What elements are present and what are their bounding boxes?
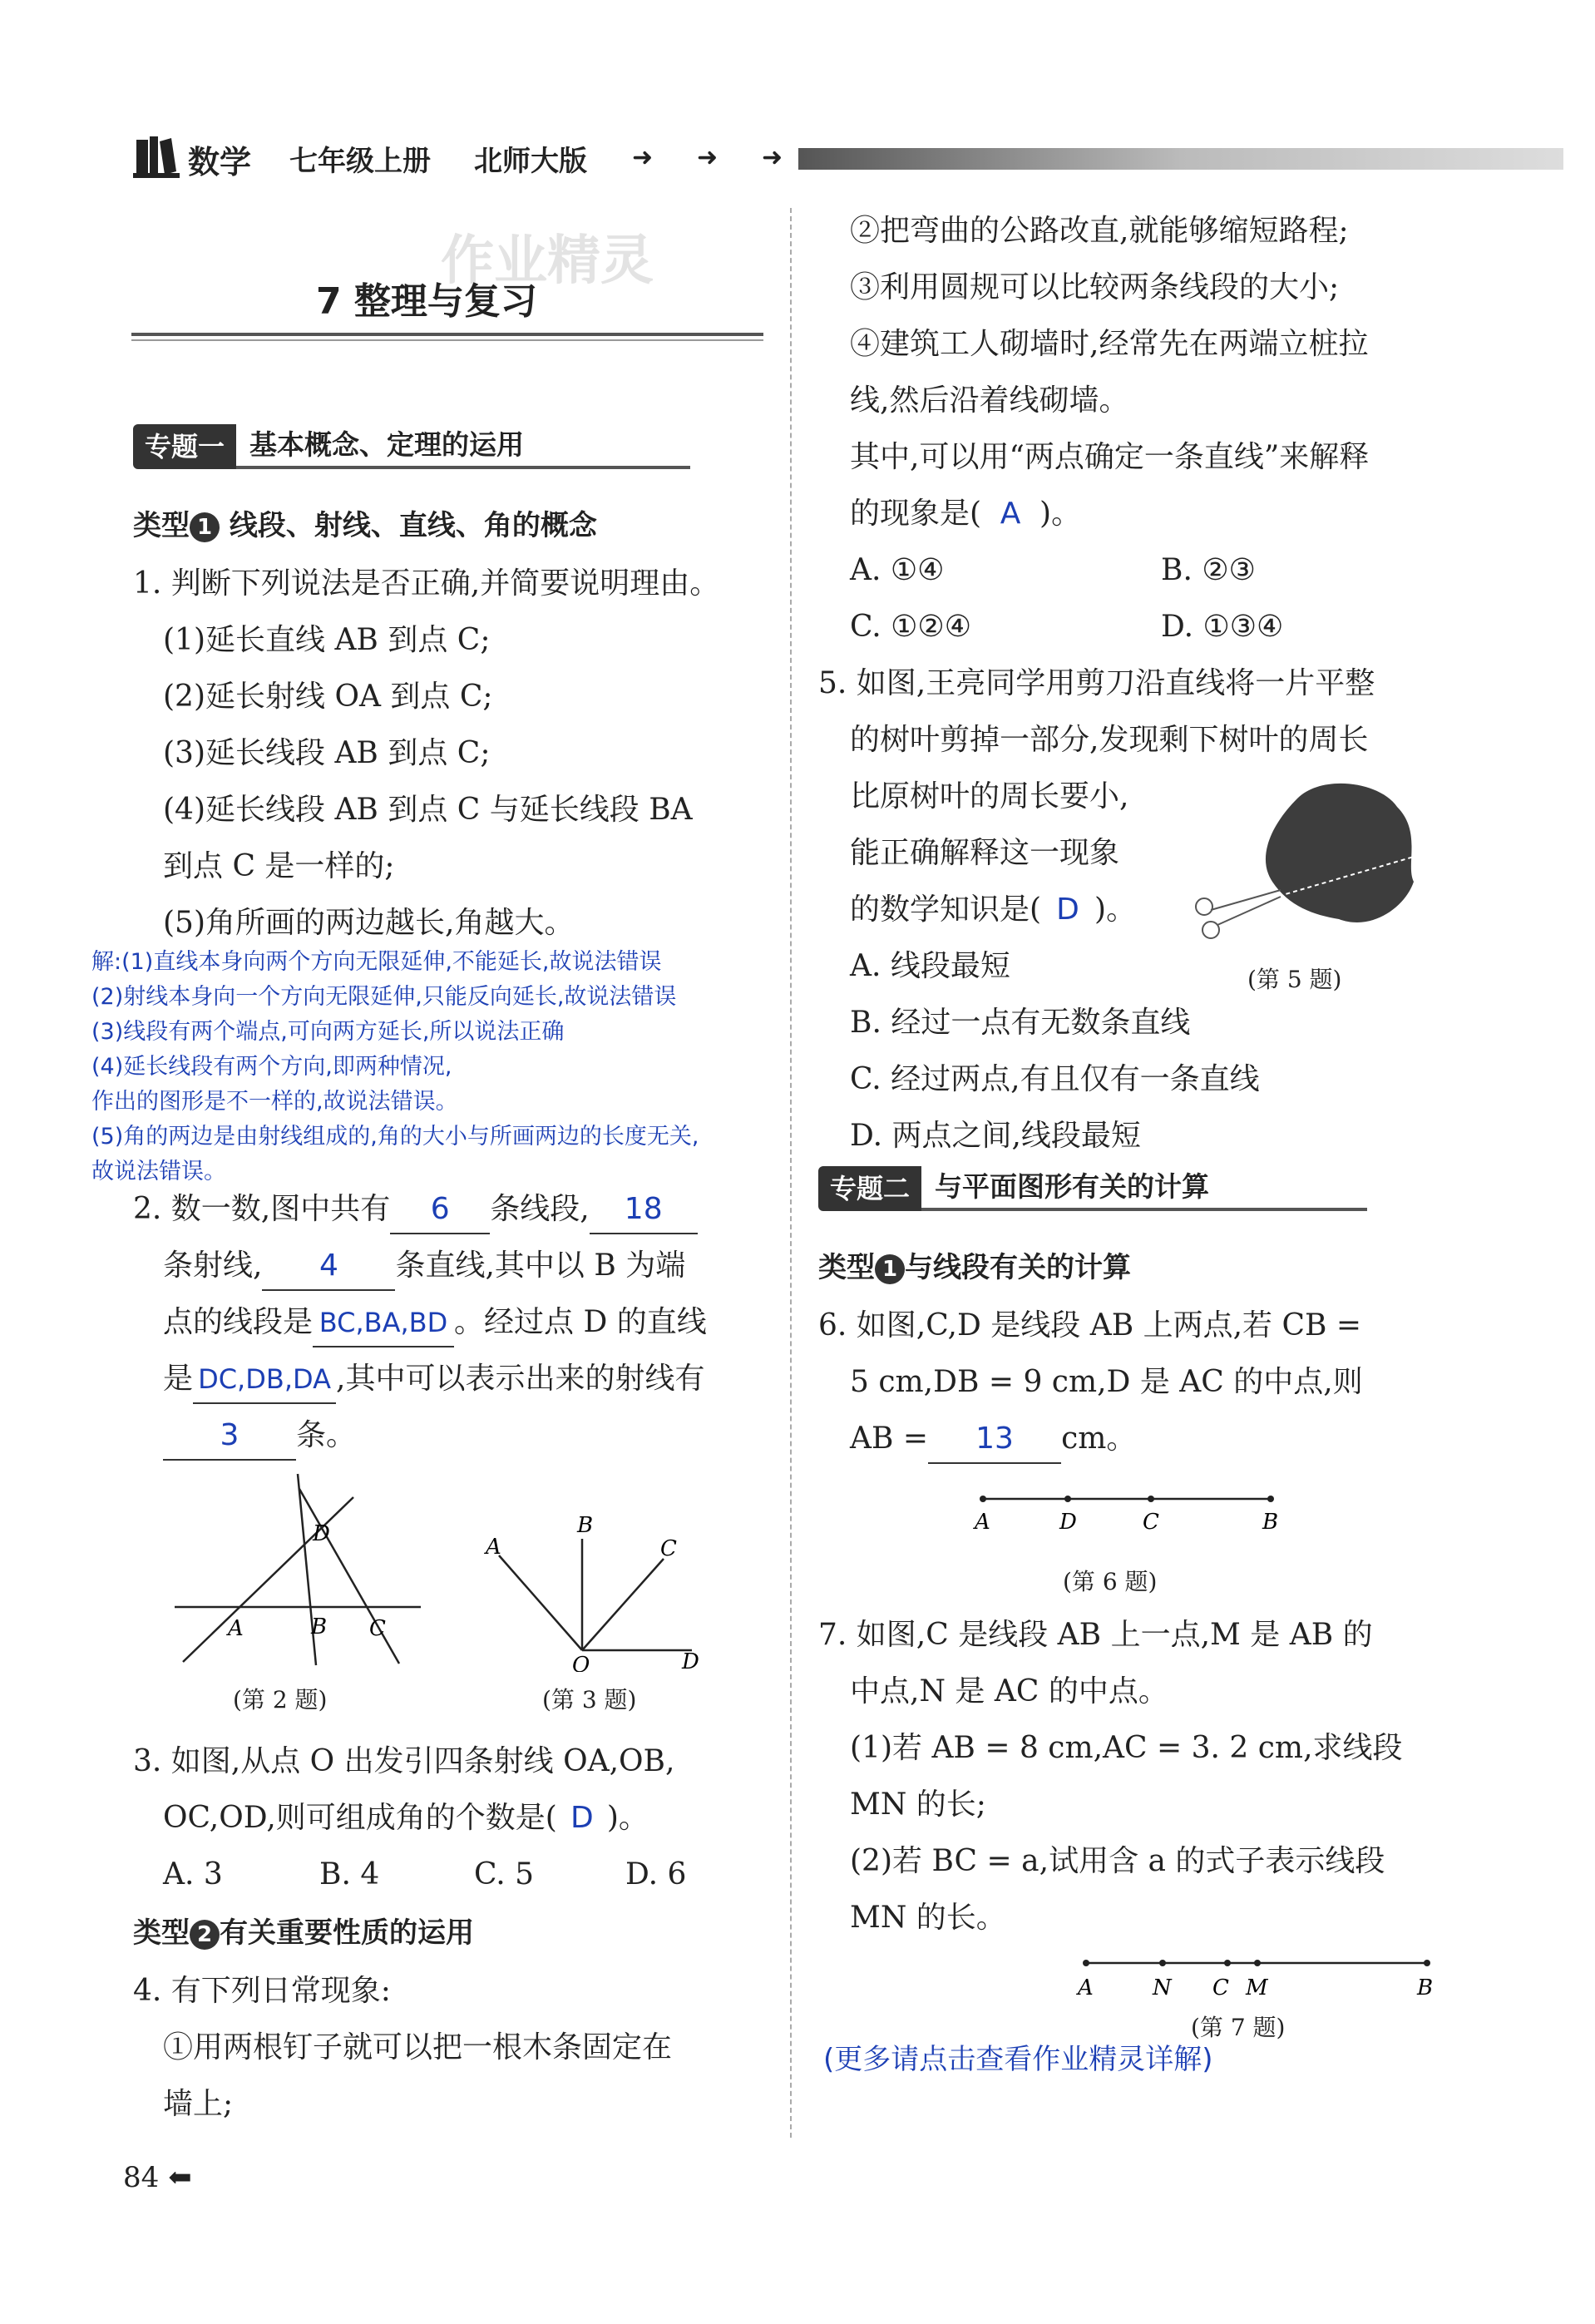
arrow-right-icon: ➜ <box>762 143 783 172</box>
q5-text: 的数学知识是( <box>850 893 1042 927</box>
q4-line: ③利用圆规可以比较两条线段的大小; <box>850 270 1340 304</box>
type-title: 线段、射线、直线、角的概念 <box>229 509 597 542</box>
q2-answer-lines: 4 <box>262 1243 395 1291</box>
q4-line: 4. 有下列日常现象: <box>133 1974 391 2008</box>
q6-answer: 13 <box>928 1416 1061 1464</box>
q4-option: A. ①④ <box>850 553 945 587</box>
q2-answer-segments: 6 <box>390 1186 490 1234</box>
type-2-heading <box>133 1905 474 1961</box>
more-details-link[interactable]: (更多请点击查看作业精灵详解) <box>823 2043 1213 2076</box>
q1-stem: 1. 判断下列说法是否正确,并简要说明理由。 <box>133 566 720 601</box>
q7-line: MN 的长。 <box>850 1901 1006 1935</box>
q1-solution-line: 作出的图形是不一样的,故说法错误。 <box>91 1089 458 1115</box>
q4-line: ②把弯曲的公路改直,就能够缩短路程; <box>850 214 1349 248</box>
type-1-heading <box>133 497 597 554</box>
fig2-label: A <box>228 1616 244 1641</box>
fig6-label: B <box>1262 1510 1279 1535</box>
q2-text: 2. 数一数,图中共有 <box>133 1192 391 1226</box>
q4-text: )。 <box>1039 497 1082 531</box>
q2-text: 点的线段是 <box>163 1305 314 1339</box>
q1-solution-line: 故说法错误。 <box>91 1159 226 1184</box>
section-2-label: 专题二 <box>818 1166 921 1211</box>
q4-option: B. ②③ <box>1161 553 1256 587</box>
arrow-right-icon: ➜ <box>697 143 718 172</box>
q5-option: A. 线段最短 <box>850 949 1010 983</box>
q6-line: 6. 如图,C,D 是线段 AB 上两点,若 CB = <box>818 1308 1362 1342</box>
q3-text: )。 <box>606 1801 649 1835</box>
figure-2 <box>166 1472 432 1672</box>
type-title: 有关重要性质的运用 <box>220 1916 474 1950</box>
q3-line-2 <box>163 1790 649 1847</box>
figure-6 <box>965 1489 1297 1539</box>
q2-text: ,其中可以表示出来的射线有 <box>336 1362 705 1396</box>
q6-line: 5 cm,DB = 9 cm,D 是 AC 的中点,则 <box>850 1365 1363 1399</box>
fig7-label: A <box>1078 1975 1094 2000</box>
q7-line: (1)若 AB = 8 cm,AC = 3. 2 cm,求线段 <box>850 1731 1403 1765</box>
figure-7 <box>1073 1955 1439 2005</box>
fig7-label: B <box>1417 1975 1434 2000</box>
q5-text: )。 <box>1094 893 1137 927</box>
scissors-icon <box>1196 890 1281 938</box>
leaf-scissors-figure <box>1189 774 1430 948</box>
q2-line-2 <box>163 1238 685 1294</box>
q2-text: 是 <box>163 1362 194 1396</box>
q4-answer: A <box>1000 497 1021 531</box>
q3-option: A. 3 <box>163 1857 223 1891</box>
q5-line <box>850 882 1136 938</box>
fig2-label: D <box>313 1521 330 1546</box>
q4-text: 的现象是( <box>850 497 982 531</box>
q7-line: 7. 如图,C 是线段 AB 上一点,M 是 AB 的 <box>818 1618 1373 1652</box>
q1-item: (4)延长线段 AB 到点 C 与延长线段 BA <box>163 793 693 827</box>
fig3-label: A <box>486 1535 501 1560</box>
header-subject: 数学 <box>188 144 252 180</box>
fig3-caption: (第 3 题) <box>542 1686 637 1713</box>
arrow-left-icon: ⬅ <box>168 2161 192 2194</box>
section-2-title: 与平面图形有关的计算 <box>921 1166 1367 1211</box>
header-bar <box>798 148 1563 170</box>
fig7-label: C <box>1212 1975 1229 2000</box>
q2-text: 条。 <box>296 1418 357 1452</box>
title-rule <box>131 333 763 341</box>
fig7-label: M <box>1246 1975 1268 2000</box>
q4-line: 其中,可以用“两点确定一条直线”来解释 <box>850 440 1370 474</box>
q3-text: OC,OD,则可组成角的个数是( <box>163 1801 557 1835</box>
q5-answer: D <box>1056 893 1079 927</box>
type-prefix: 类型 <box>818 1251 875 1284</box>
q3-line-1: 3. 如图,从点 O 出发引四条射线 OA,OB, <box>133 1744 675 1778</box>
q3-option: B. 4 <box>319 1857 380 1891</box>
q5-line: 比原树叶的周长要小, <box>850 779 1129 813</box>
q5-line: 能正确解释这一现象 <box>850 836 1120 870</box>
q1-item: (1)延长直线 AB 到点 C; <box>163 623 491 657</box>
book-icon <box>133 133 180 180</box>
q2-answer-segments-b: BC,BA,BD <box>313 1299 454 1347</box>
q5-line: 5. 如图,王亮同学用剪刀沿直线将一片平整 <box>818 666 1375 700</box>
q1-item: 到点 C 是一样的; <box>163 849 395 883</box>
fig2-label: B <box>311 1614 328 1639</box>
q1-solution-line: (2)射线本身向一个方向无限延伸,只能反向延长,故说法错误 <box>91 984 677 1010</box>
fig2-caption: (第 2 题) <box>233 1686 328 1713</box>
q5-option: B. 经过一点有无数条直线 <box>850 1006 1191 1040</box>
q4-option: C. ①②④ <box>850 610 971 644</box>
type-prefix: 类型 <box>133 1916 190 1950</box>
fig3-label: D <box>682 1649 699 1672</box>
q1-solution-line: (5)角的两边是由射线组成的,角的大小与所画两边的长度无关, <box>91 1124 699 1150</box>
q1-item: (3)延长线段 AB 到点 C; <box>163 736 491 770</box>
page-title: 7 整理与复习 <box>316 280 537 323</box>
q3-option: C. 5 <box>474 1857 535 1891</box>
q1-solution-line: (4)延长线段有两个方向,即两种情况, <box>91 1054 452 1080</box>
q2-text: 条射线, <box>163 1249 263 1283</box>
type-number: 2 <box>190 1920 220 1950</box>
fig7-caption: (第 7 题) <box>1191 2014 1286 2041</box>
fig3-label: O <box>572 1653 590 1672</box>
q4-line: 线,然后沿着线砌墙。 <box>850 383 1129 418</box>
q5-line: 的树叶剪掉一部分,发现剩下树叶的周长 <box>850 723 1369 757</box>
q6-text: cm。 <box>1061 1422 1137 1456</box>
q2-line-1 <box>133 1181 698 1238</box>
figure-3 <box>474 1497 723 1672</box>
q2-text: 条直线,其中以 B 为端 <box>395 1249 686 1283</box>
header-edition: 北师大版 <box>474 145 587 178</box>
fig5-caption: (第 5 题) <box>1247 966 1342 993</box>
q7-line: (2)若 BC = a,试用含 a 的式子表示线段 <box>850 1844 1385 1878</box>
section-1-label: 专题一 <box>133 424 236 469</box>
header <box>133 131 1430 190</box>
leaf-icon <box>1266 784 1414 922</box>
q4-option: D. ①③④ <box>1161 610 1284 644</box>
q1-item: (2)延长射线 OA 到点 C; <box>163 680 493 714</box>
fig7-label: N <box>1153 1975 1172 2000</box>
section-2-header <box>818 1166 1367 1211</box>
page-number <box>123 2161 192 2194</box>
q6-text: AB = <box>850 1422 929 1456</box>
q2-answer-ray-count: 3 <box>163 1412 296 1461</box>
watermark: 作业精灵 <box>441 230 654 292</box>
q4-line: ①用两根钉子就可以把一根木条固定在 <box>163 2030 673 2064</box>
q2-line-5 <box>163 1407 356 1464</box>
fig6-label: A <box>975 1510 990 1535</box>
column-divider <box>790 208 792 2138</box>
q3-answer: D <box>570 1801 594 1835</box>
q7-line: MN 的长; <box>850 1788 986 1822</box>
q2-text: 。经过点 D 的直线 <box>454 1305 707 1339</box>
q2-line-3 <box>163 1294 707 1351</box>
q5-option: D. 两点之间,线段最短 <box>850 1119 1141 1153</box>
q2-line-4 <box>163 1351 704 1407</box>
q2-answer-rays: 18 <box>590 1186 698 1234</box>
q1-solution-line: (3)线段有两个端点,可向两方延长,所以说法正确 <box>91 1019 565 1045</box>
q7-line: 中点,N 是 AC 的中点。 <box>850 1674 1168 1708</box>
fig6-label: C <box>1143 1510 1159 1535</box>
q5-option: C. 经过两点,有且仅有一条直线 <box>850 1062 1260 1096</box>
q1-solution-line: 解:(1)直线本身向两个方向无限延伸,不能延长,故说法错误 <box>91 949 662 975</box>
header-grade: 七年级上册 <box>289 145 431 178</box>
q2-answer-lines-d: DC,DB,DA <box>193 1356 336 1404</box>
type-3-heading <box>818 1239 1131 1296</box>
q3-option: D. 6 <box>625 1857 687 1891</box>
fig6-label: D <box>1059 1510 1077 1535</box>
fig3-label: C <box>660 1536 677 1561</box>
q4-line: ④建筑工人砌墙时,经常先在两端立桩拉 <box>850 327 1369 361</box>
q6-line <box>850 1411 1136 1467</box>
q1-item: (5)角所画的两边越长,角越大。 <box>163 906 575 940</box>
q2-text: 条线段, <box>490 1192 590 1226</box>
fig6-caption: (第 6 题) <box>1063 1568 1158 1595</box>
q4-line: 墙上; <box>163 2087 234 2121</box>
fig3-label: B <box>577 1513 594 1538</box>
fig2-label: C <box>369 1616 386 1641</box>
type-number: 1 <box>875 1254 905 1284</box>
page-number-text: 84 <box>123 2161 160 2194</box>
type-prefix: 类型 <box>133 509 190 542</box>
type-title: 与线段有关的计算 <box>905 1251 1131 1284</box>
type-number: 1 <box>190 512 220 542</box>
section-1-header <box>133 424 690 469</box>
q4-line <box>850 486 1081 542</box>
arrow-right-icon: ➜ <box>632 143 654 172</box>
section-1-title: 基本概念、定理的运用 <box>236 424 690 469</box>
